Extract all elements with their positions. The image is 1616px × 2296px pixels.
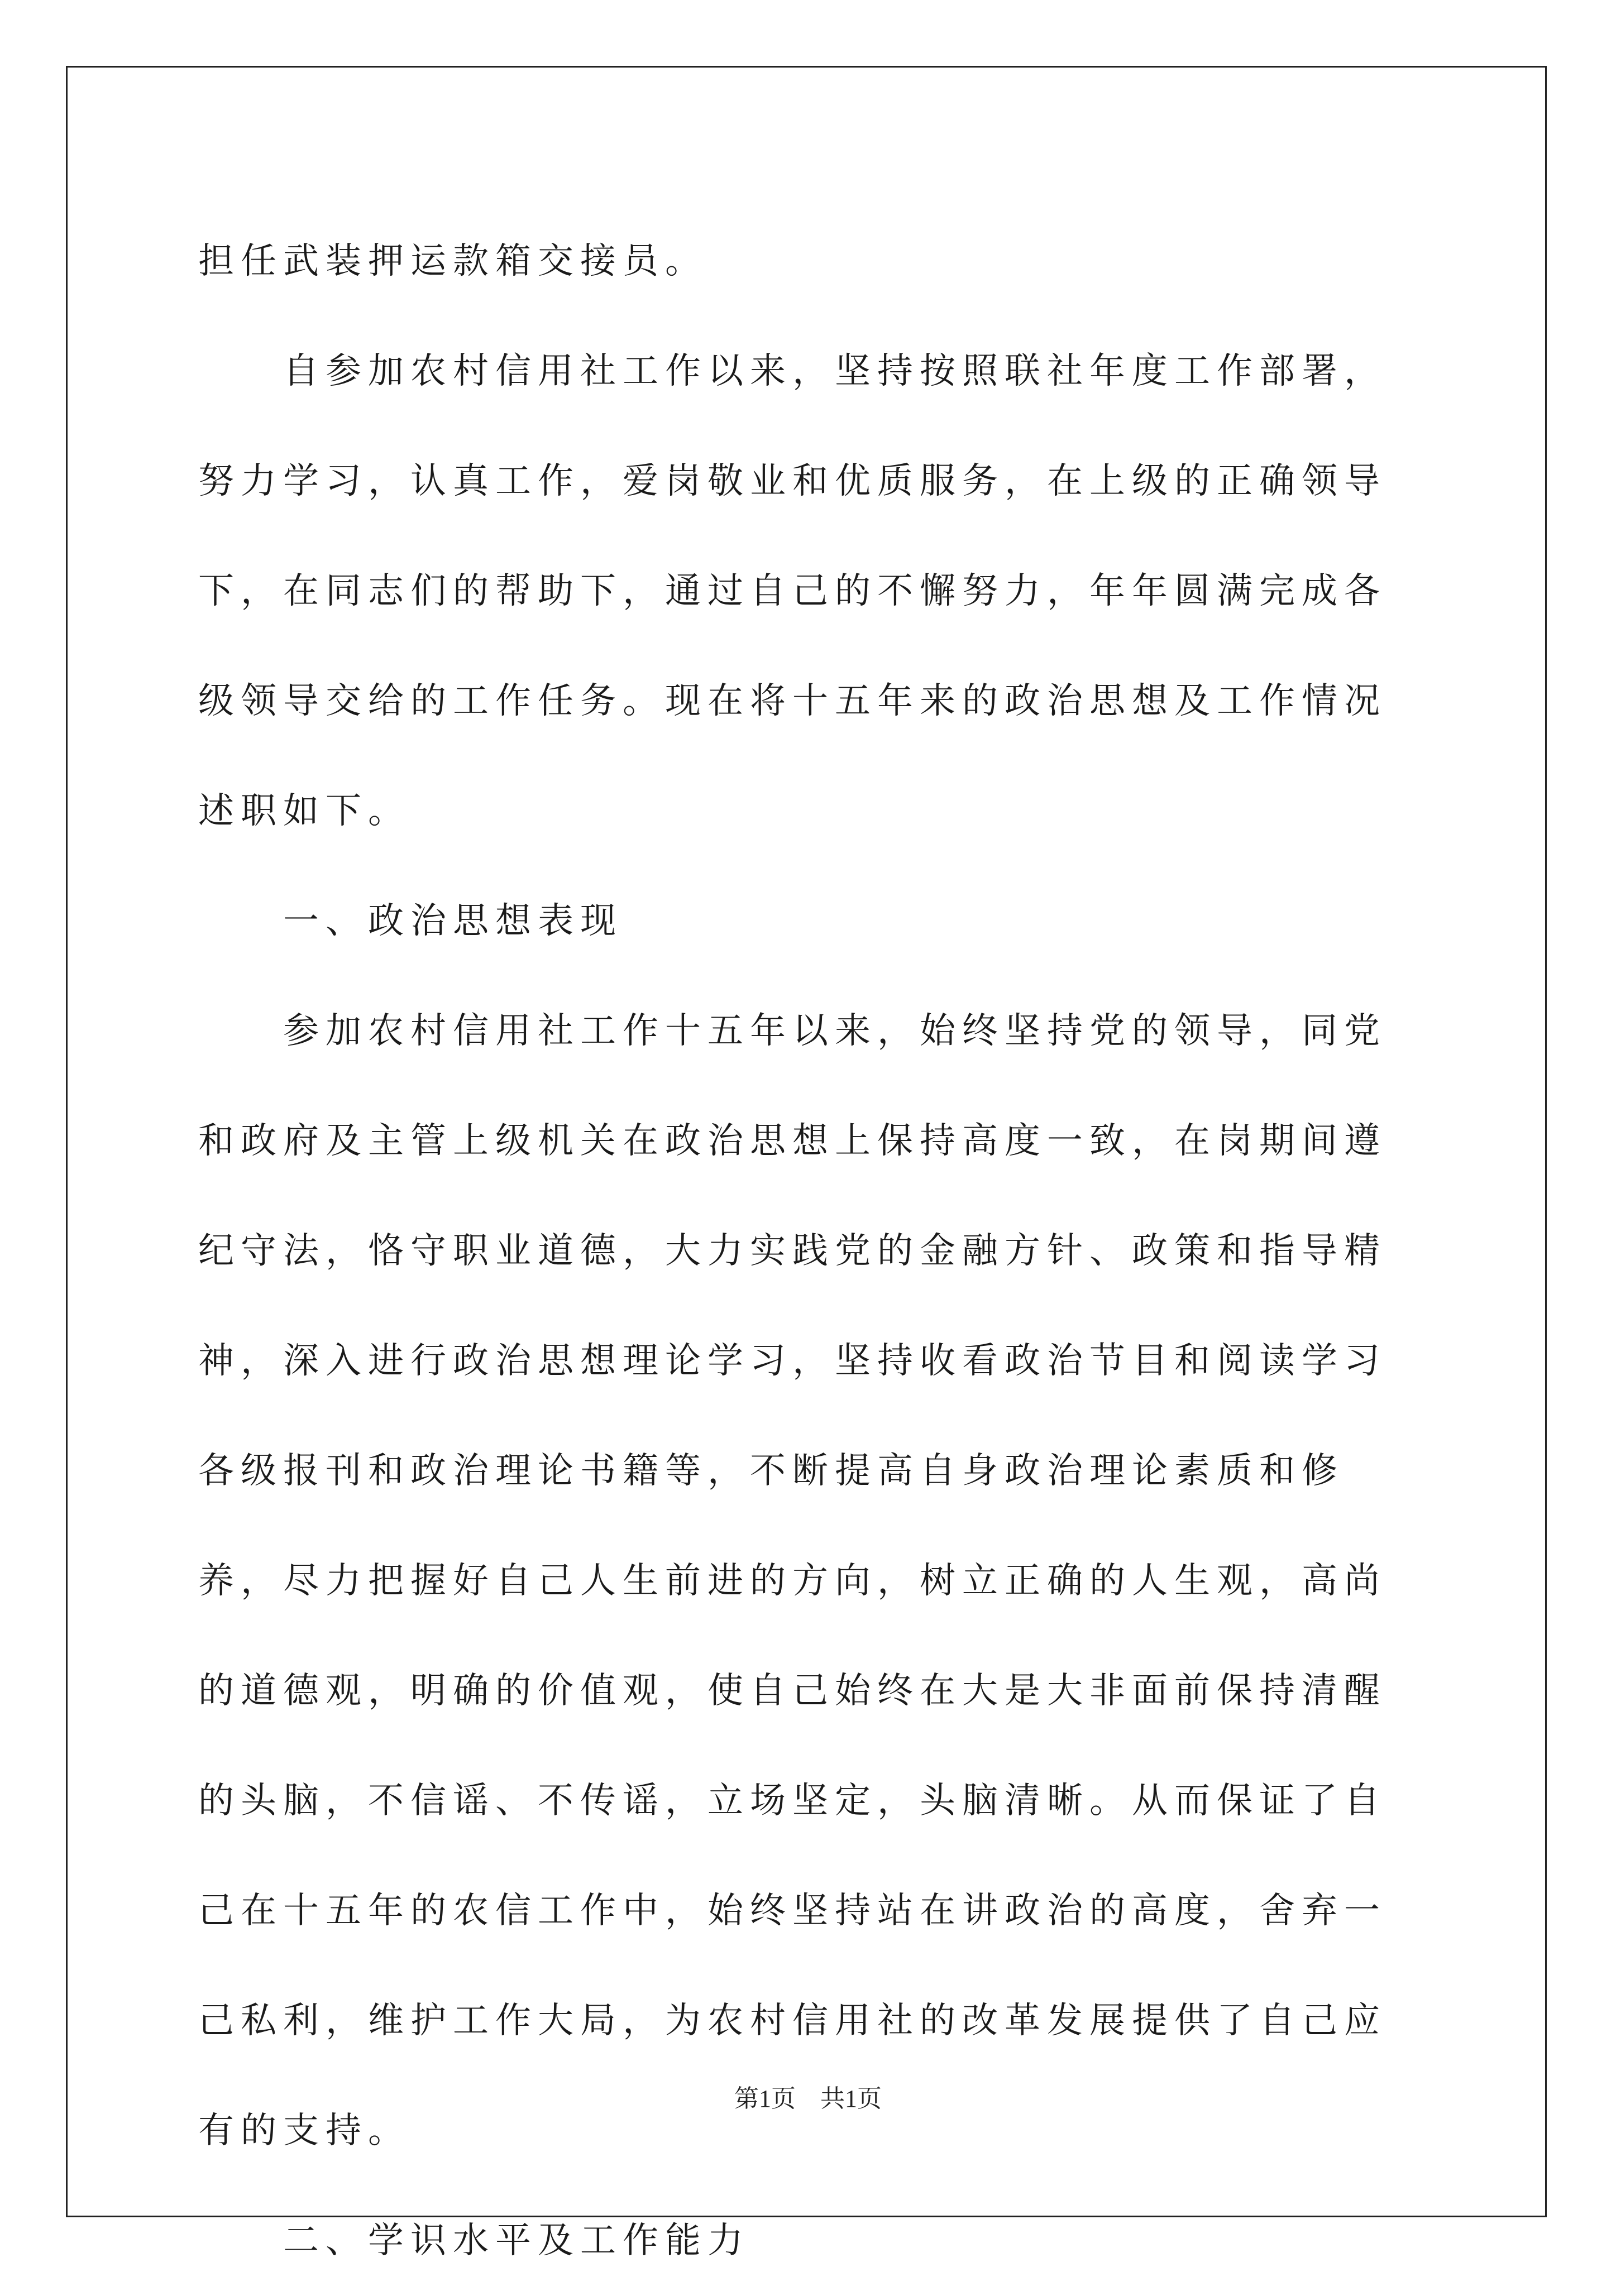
paragraph-introduction: 自参加农村信用社工作以来，坚持按照联社年度工作部署，努力学习，认真工作，爱岗敬业和优质服务，在上级的正确领导下，在同志们的帮助下，通过自己的不懈努力，年年圆满完成各级领导交给的工作任务。现在将十五年来的政治思想及工作情况述职如下。 xyxy=(198,351,1386,832)
section-heading-knowledge-ability: 二、学识水平及工作能力 xyxy=(283,2220,750,2261)
document-body xyxy=(198,207,1417,2296)
page-number-footer: 第1页 共1页 xyxy=(734,2085,882,2112)
section-heading-political-thought: 一、政治思想表现 xyxy=(283,900,623,942)
paragraph-continuation: 担任武装押运款箱交接员。 xyxy=(198,241,707,282)
paragraph-political-thought: 参加农村信用社工作十五年以来，始终坚持党的领导，同党和政府及主管上级机关在政治思想上保持高度一致，在岗期间遵纪守法，恪守职业道德，大力实践党的金融方针、政策和指导精神，深入进行政治思想理论学习，坚持收看政治节目和阅读学习各级报刊和政治理论书籍等，不断提高自身政治理论素质和修养，尽力把握好自己人生前进的方向，树立正确的人生观，高尚的道德观，明确的价值观，使自己始终在大是大非面前保持清醒的头脑，不信谣、不传谣，立场坚定，头脑清晰。从而保证了自己在十五年的农信工作中，始终坚持站在讲政治的高度，舍弃一己私利，维护工作大局，为农村信用社的改革发展提供了自己应有的支持。 xyxy=(198,1010,1386,2151)
